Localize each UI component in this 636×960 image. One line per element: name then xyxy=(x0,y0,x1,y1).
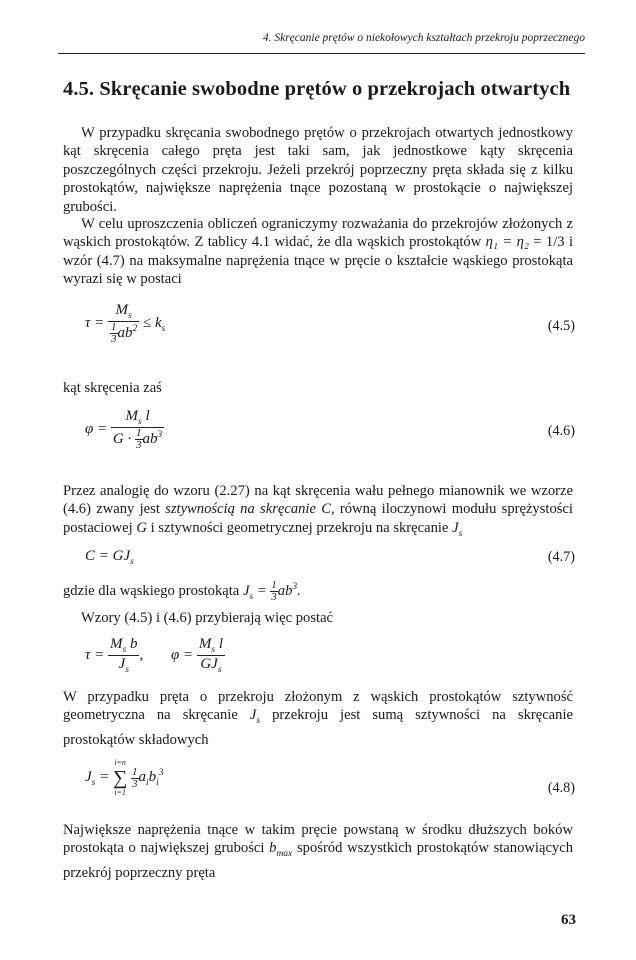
paragraph-2-text-b: = 1/3 i wzór (4.7) na maksymalne naprężenia tnące w pręcie o kształcie wąskiego prostokąta wyrazi się w postaci xyxy=(63,234,574,288)
equation-4-6: φ = $M_s$ l G · $\frac{1}{3}$ $ab^3$ xyxy=(85,408,163,451)
paragraph-5-text: gdzie dla wąskiego prostokąta xyxy=(63,582,240,599)
paragraph-8-text-a: Największe naprężenia tnące w takim pręcie powstaną w środku dłuższych boków prostokąta o największej grubości xyxy=(63,822,573,857)
equation-tau-phi: τ = $\frac{M_s b}{J_s}$ , φ = $\frac{M_s l}{GJ_s}$ xyxy=(85,636,223,675)
paragraph-4-text-a: Przez analogię do wzoru (2.27) na kąt skręcenia wału pełnego mianownik we wzorze (4.6) zwany jest xyxy=(63,483,573,518)
paragraph-4-text-b: , równą iloczynowi modułu sprężystości postaciowej xyxy=(63,501,573,536)
section-title: 4.5. Skręcanie swobodne prętów o przekrojach otwartych xyxy=(63,78,571,100)
paragraph-8-text-c: spośród wszystkich prostokątów stanowiących przekrój poprzeczny pręta xyxy=(63,840,574,881)
equation-4-5: τ = $M_s$ $\frac{1}{3}$ $ab^2$ ≤ $k_s$ xyxy=(85,302,166,345)
symbol-j: J xyxy=(452,519,459,536)
paragraph-5: gdzie dla wąskiego prostokąta $J_s$ = $\frac{1}{3}$ $ab^3$. xyxy=(63,579,301,604)
paragraph-7-text-b: przekroju jest sumą sztywności na skręcanie prostokątów składowych xyxy=(63,707,573,748)
eta-symbols: η₁ = η₂ xyxy=(485,234,529,251)
paragraph-1-text: W przypadku skręcania swobodnego prętów o przekrojach otwartych jednostkowy kąt skręcenia całego pręta jest taki sam, jak jednostkowe kąty skręcenia poszczególnych części przekroju. Jeżeli przekrój poprzeczny pręta składa się z kilku prostokątów, największe naprężenia tnące pozostaną w prostokącie o największej grubości. xyxy=(63,125,573,215)
equation-4-7-label: (4.7) xyxy=(547,549,575,565)
equation-4-8-label: (4.8) xyxy=(547,780,575,796)
equation-4-5-label: (4.5) xyxy=(547,318,575,334)
symbol-c: C xyxy=(321,501,331,518)
paragraph-2 xyxy=(63,215,573,289)
header-rule xyxy=(58,53,585,54)
paragraph-3 xyxy=(63,379,573,397)
equation-4-6-label: (4.6) xyxy=(547,423,575,439)
paragraph-4: Przez analogię do wzoru (2.27) na kąt skręcenia wału pełnego mianownik we wzorze (4.6) zwany jest sztywnością na skręcanie C, równą iloczynowi modułu sprężystości postaciowej G i sztywności geometrycznej przekroju na skręcanie $J_s$ xyxy=(63,483,573,539)
symbol-max: max xyxy=(276,849,293,860)
page-number: 63 xyxy=(561,912,576,928)
paragraph-7: W przypadku pręta o przekroju złożonym z wąskich prostokątów sztywność geometryczna na skręcanie $J_s$ przekroju jest sumą sztywności na skręcanie prostokątów składowych xyxy=(63,689,573,748)
paragraph-2-text-a: W celu uproszczenia obliczeń ograniczymy rozważania do przekrojów złożonych z wąskich prostokątów. Z tablicy 4.1 widać, że dla wąskich prostokątów xyxy=(63,216,573,251)
paragraph-3-text: kąt skręcenia zaś xyxy=(63,380,162,396)
paragraph-7-text-a: W przypadku pręta o przekroju złożonym z wąskich prostokątów sztywność geometryczna na skręcanie xyxy=(63,689,573,724)
symbol-j-2: J xyxy=(249,707,257,724)
equation-4-8: $J_s$ = i=n ∑ i=1 $\frac{1}{3}$ $a_ib_i^3$ xyxy=(85,758,164,797)
paragraph-4-text-d: i sztywności geometrycznej przekroju na skręcanie xyxy=(150,519,449,536)
paragraph-8 xyxy=(63,821,573,882)
paragraph-1 xyxy=(63,124,573,216)
symbol-b: b xyxy=(269,840,277,857)
paragraph-4-emphasis: sztywnością na skręcanie xyxy=(165,501,316,518)
running-header: 4. Skręcanie prętów o niekołowych kształtach przekroju poprzecznego xyxy=(262,32,585,44)
symbol-g: G xyxy=(136,519,147,536)
equation-4-7: $C = GJ_s$ xyxy=(85,548,134,567)
paragraph-6-text: Wzory (4.5) i (4.6) przybierają więc postać xyxy=(81,610,334,626)
paragraph-6 xyxy=(63,609,573,627)
